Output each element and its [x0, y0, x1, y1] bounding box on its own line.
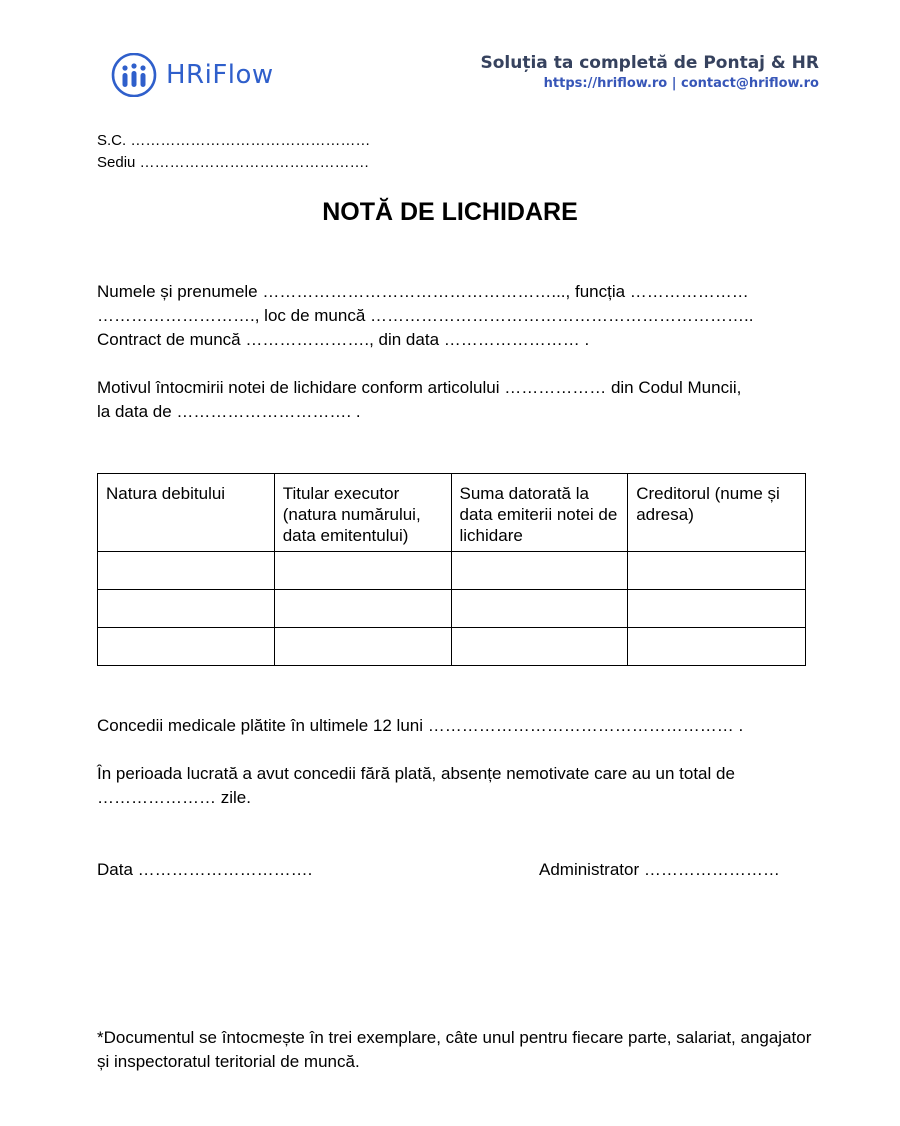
reason-paragraph — [97, 376, 817, 424]
table-row — [98, 590, 806, 628]
employee-info — [97, 280, 817, 352]
debts-table — [97, 473, 806, 666]
company-sc-line: S.C. ………………………………………… — [97, 132, 371, 149]
column-header: Suma datorată la data emiterii notei de lichidare — [451, 474, 628, 552]
table-cell[interactable] — [274, 628, 451, 666]
table-cell[interactable] — [628, 590, 806, 628]
medical-leave-line: Concedii medicale plătite în ultimele 12 luni ……………………………………………… . — [97, 716, 744, 735]
column-header: Creditorul (nume și adresa) — [628, 474, 806, 552]
reason-line-2: la data de …………………………. . — [97, 402, 361, 421]
brand-name: HRiFlow — [166, 60, 274, 90]
signature-administrator: Administrator …………………… — [539, 860, 780, 879]
header-tagline-block — [481, 53, 820, 91]
document-title: NOTĂ DE LICHIDARE — [322, 198, 578, 226]
table-row — [98, 628, 806, 666]
absences-line-2: ………………… zile. — [97, 788, 251, 807]
table-cell[interactable] — [274, 590, 451, 628]
table-cell[interactable] — [628, 552, 806, 590]
reason-line-1: Motivul întocmirii notei de lichidare conform articolului ……………… din Codul Muncii, — [97, 378, 742, 397]
column-header: Titular executor (natura numărului, data emitentului) — [274, 474, 451, 552]
table-cell[interactable] — [451, 628, 628, 666]
people-group-logo-icon — [110, 53, 158, 97]
absences-line-1: În perioada lucrată a avut concedii fără plată, absențe nemotivate care au un total de — [97, 764, 735, 783]
contact-links[interactable]: https://hriflow.ro | contact@hriflow.ro — [543, 76, 819, 91]
table-row — [98, 552, 806, 590]
table-cell[interactable] — [451, 552, 628, 590]
column-header: Natura debitului — [98, 474, 275, 552]
table-cell[interactable] — [274, 552, 451, 590]
absences-paragraph — [97, 762, 817, 810]
brand-logo — [110, 53, 274, 97]
table-cell[interactable] — [451, 590, 628, 628]
employee-workplace-line: ………………………., loc de muncă ………………………………………………………….. — [97, 306, 754, 325]
tagline: Soluția ta completă de Pontaj & HR — [480, 53, 819, 73]
table-header-row — [98, 474, 806, 552]
table-cell[interactable] — [98, 590, 275, 628]
company-sediu-line: Sediu ………………………………………. — [97, 154, 369, 171]
table-cell[interactable] — [98, 552, 275, 590]
table-cell[interactable] — [98, 628, 275, 666]
footnote: *Documentul se întocmește în trei exemplare, câte unul pentru fiecare parte, salariat, angajator și inspectoratul teritorial de muncă. — [97, 1028, 812, 1071]
employee-contract-line: Contract de muncă …………………., din data …………………… . — [97, 330, 590, 349]
signature-date: Data …………………………. — [97, 860, 313, 879]
employee-name-line: Numele și prenumele ……………………………………………..., funcția ………………… — [97, 282, 749, 301]
table-cell[interactable] — [628, 628, 806, 666]
